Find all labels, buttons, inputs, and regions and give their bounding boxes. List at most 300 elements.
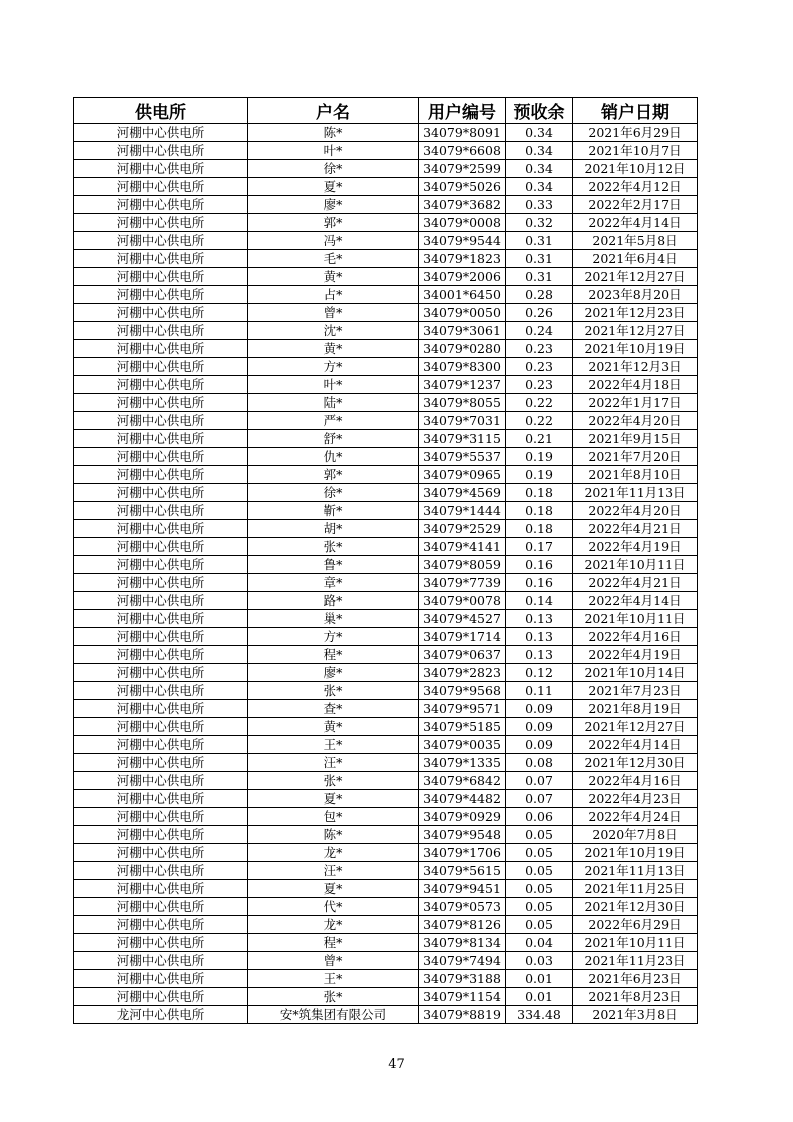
cell-account-name: 章* (248, 574, 419, 592)
table-row (74, 952, 698, 970)
table-row (74, 718, 698, 736)
cell-supply-station: 河棚中心供电所 (74, 970, 248, 988)
cell-closure-date: 2021年6月23日 (573, 970, 698, 988)
cell-supply-station: 河棚中心供电所 (74, 502, 248, 520)
cell-supply-station: 河棚中心供电所 (74, 772, 248, 790)
cell-account-name: 叶* (248, 376, 419, 394)
cell-user-number: 34079*9451 (419, 880, 506, 898)
cell-supply-station: 河棚中心供电所 (74, 862, 248, 880)
cell-account-name: 黄* (248, 268, 419, 286)
cell-closure-date: 2021年3月8日 (573, 1006, 698, 1024)
cell-user-number: 34079*4569 (419, 484, 506, 502)
cell-account-name: 黄* (248, 340, 419, 358)
header-user-number: 用户编号 (419, 98, 506, 124)
cell-account-name: 汪* (248, 862, 419, 880)
cell-account-name: 张* (248, 772, 419, 790)
table-row (74, 376, 698, 394)
cell-prepaid-balance: 0.34 (506, 142, 573, 160)
cell-prepaid-balance: 0.19 (506, 448, 573, 466)
table-row (74, 790, 698, 808)
cell-supply-station: 河棚中心供电所 (74, 340, 248, 358)
table-row (74, 754, 698, 772)
table-row (74, 664, 698, 682)
cell-user-number: 34079*0637 (419, 646, 506, 664)
table-row (74, 412, 698, 430)
cell-account-name: 龙* (248, 844, 419, 862)
cell-prepaid-balance: 0.09 (506, 718, 573, 736)
cell-account-name: 张* (248, 988, 419, 1006)
cell-prepaid-balance: 0.23 (506, 340, 573, 358)
table-row (74, 304, 698, 322)
cell-closure-date: 2022年4月23日 (573, 790, 698, 808)
table-row (74, 520, 698, 538)
cell-supply-station: 河棚中心供电所 (74, 556, 248, 574)
cell-account-name: 鲁* (248, 556, 419, 574)
table-row (74, 430, 698, 448)
table-row (74, 862, 698, 880)
cell-user-number: 34079*2599 (419, 160, 506, 178)
table-row (74, 538, 698, 556)
cell-user-number: 34079*9544 (419, 232, 506, 250)
cell-prepaid-balance: 0.12 (506, 664, 573, 682)
cell-prepaid-balance: 0.34 (506, 124, 573, 142)
cell-supply-station: 河棚中心供电所 (74, 232, 248, 250)
table-row (74, 682, 698, 700)
cell-supply-station: 河棚中心供电所 (74, 124, 248, 142)
cell-user-number: 34079*7494 (419, 952, 506, 970)
cell-supply-station: 河棚中心供电所 (74, 880, 248, 898)
cell-prepaid-balance: 0.06 (506, 808, 573, 826)
cell-closure-date: 2022年4月21日 (573, 520, 698, 538)
cell-closure-date: 2021年10月11日 (573, 556, 698, 574)
table-row (74, 826, 698, 844)
cell-prepaid-balance: 0.28 (506, 286, 573, 304)
cell-supply-station: 河棚中心供电所 (74, 610, 248, 628)
cell-account-name: 占* (248, 286, 419, 304)
cell-closure-date: 2022年4月19日 (573, 646, 698, 664)
cell-prepaid-balance: 0.31 (506, 268, 573, 286)
cell-supply-station: 河棚中心供电所 (74, 358, 248, 376)
cell-prepaid-balance: 334.48 (506, 1006, 573, 1024)
table-header-row (74, 98, 698, 124)
cell-closure-date: 2022年4月21日 (573, 574, 698, 592)
cell-supply-station: 河棚中心供电所 (74, 394, 248, 412)
cell-user-number: 34079*2823 (419, 664, 506, 682)
table-row (74, 178, 698, 196)
cell-supply-station: 河棚中心供电所 (74, 664, 248, 682)
table-row (74, 988, 698, 1006)
cell-closure-date: 2021年10月14日 (573, 664, 698, 682)
table-row (74, 268, 698, 286)
table-row (74, 736, 698, 754)
cell-closure-date: 2021年12月27日 (573, 322, 698, 340)
cell-closure-date: 2021年10月19日 (573, 340, 698, 358)
table-row (74, 466, 698, 484)
cell-supply-station: 河棚中心供电所 (74, 754, 248, 772)
table-row (74, 232, 698, 250)
cell-account-name: 张* (248, 682, 419, 700)
cell-closure-date: 2021年10月11日 (573, 934, 698, 952)
cell-prepaid-balance: 0.34 (506, 178, 573, 196)
table-row (74, 142, 698, 160)
cell-supply-station: 河棚中心供电所 (74, 322, 248, 340)
cell-closure-date: 2022年1月17日 (573, 394, 698, 412)
cell-closure-date: 2021年11月13日 (573, 862, 698, 880)
table-row (74, 196, 698, 214)
cell-supply-station: 河棚中心供电所 (74, 916, 248, 934)
cell-account-name: 毛* (248, 250, 419, 268)
cell-closure-date: 2021年7月20日 (573, 448, 698, 466)
cell-prepaid-balance: 0.23 (506, 376, 573, 394)
cell-user-number: 34079*1237 (419, 376, 506, 394)
cell-prepaid-balance: 0.33 (506, 196, 573, 214)
cell-user-number: 34079*1823 (419, 250, 506, 268)
cell-account-name: 查* (248, 700, 419, 718)
table-row (74, 934, 698, 952)
cell-account-name: 夏* (248, 178, 419, 196)
cell-closure-date: 2022年4月18日 (573, 376, 698, 394)
cell-closure-date: 2022年4月20日 (573, 502, 698, 520)
cell-prepaid-balance: 0.08 (506, 754, 573, 772)
cell-user-number: 34079*1154 (419, 988, 506, 1006)
cell-user-number: 34079*8819 (419, 1006, 506, 1024)
cell-account-name: 夏* (248, 790, 419, 808)
cell-closure-date: 2021年8月19日 (573, 700, 698, 718)
cell-account-name: 陈* (248, 826, 419, 844)
cell-account-name: 张* (248, 538, 419, 556)
cell-account-name: 王* (248, 970, 419, 988)
cell-prepaid-balance: 0.31 (506, 250, 573, 268)
cell-supply-station: 河棚中心供电所 (74, 250, 248, 268)
cell-prepaid-balance: 0.03 (506, 952, 573, 970)
cell-user-number: 34079*8134 (419, 934, 506, 952)
cell-supply-station: 河棚中心供电所 (74, 484, 248, 502)
cell-account-name: 靳* (248, 502, 419, 520)
cell-prepaid-balance: 0.07 (506, 790, 573, 808)
cell-user-number: 34079*1335 (419, 754, 506, 772)
cell-prepaid-balance: 0.05 (506, 916, 573, 934)
cell-supply-station: 河棚中心供电所 (74, 520, 248, 538)
cell-prepaid-balance: 0.13 (506, 646, 573, 664)
cell-supply-station: 河棚中心供电所 (74, 412, 248, 430)
cell-account-name: 陈* (248, 124, 419, 142)
cell-supply-station: 河棚中心供电所 (74, 142, 248, 160)
table-row (74, 592, 698, 610)
cell-prepaid-balance: 0.05 (506, 862, 573, 880)
cell-closure-date: 2022年2月17日 (573, 196, 698, 214)
cell-prepaid-balance: 0.34 (506, 160, 573, 178)
cell-closure-date: 2022年4月16日 (573, 628, 698, 646)
cell-account-name: 冯* (248, 232, 419, 250)
cell-account-name: 严* (248, 412, 419, 430)
cell-closure-date: 2020年7月8日 (573, 826, 698, 844)
header-account-name: 户名 (248, 98, 419, 124)
header-prepaid-balance: 预收余 (506, 98, 573, 124)
table-row (74, 772, 698, 790)
cell-user-number: 34079*3188 (419, 970, 506, 988)
cell-closure-date: 2021年8月10日 (573, 466, 698, 484)
cell-account-name: 程* (248, 646, 419, 664)
cell-supply-station: 河棚中心供电所 (74, 178, 248, 196)
cell-closure-date: 2021年6月4日 (573, 250, 698, 268)
cell-prepaid-balance: 0.22 (506, 412, 573, 430)
cell-prepaid-balance: 0.26 (506, 304, 573, 322)
cell-user-number: 34079*0965 (419, 466, 506, 484)
cell-user-number: 34079*8300 (419, 358, 506, 376)
cell-account-name: 胡* (248, 520, 419, 538)
cell-prepaid-balance: 0.11 (506, 682, 573, 700)
table-row (74, 898, 698, 916)
cell-prepaid-balance: 0.01 (506, 970, 573, 988)
table-row (74, 448, 698, 466)
cell-user-number: 34079*0008 (419, 214, 506, 232)
cell-supply-station: 河棚中心供电所 (74, 430, 248, 448)
cell-closure-date: 2021年12月3日 (573, 358, 698, 376)
cell-supply-station: 河棚中心供电所 (74, 628, 248, 646)
cell-user-number: 34079*0929 (419, 808, 506, 826)
cell-closure-date: 2021年10月12日 (573, 160, 698, 178)
cell-supply-station: 河棚中心供电所 (74, 718, 248, 736)
cell-account-name: 黄* (248, 718, 419, 736)
table-row (74, 484, 698, 502)
cell-user-number: 34079*4482 (419, 790, 506, 808)
cell-closure-date: 2022年4月20日 (573, 412, 698, 430)
cell-user-number: 34079*3115 (419, 430, 506, 448)
cell-user-number: 34079*6842 (419, 772, 506, 790)
cell-user-number: 34079*0280 (419, 340, 506, 358)
cell-user-number: 34079*9571 (419, 700, 506, 718)
table-row (74, 250, 698, 268)
cell-closure-date: 2022年4月24日 (573, 808, 698, 826)
cell-account-name: 曾* (248, 952, 419, 970)
cell-user-number: 34079*5615 (419, 862, 506, 880)
table-row (74, 610, 698, 628)
cell-prepaid-balance: 0.17 (506, 538, 573, 556)
cell-closure-date: 2021年10月19日 (573, 844, 698, 862)
cell-supply-station: 河棚中心供电所 (74, 646, 248, 664)
cell-closure-date: 2021年12月30日 (573, 898, 698, 916)
table-row (74, 646, 698, 664)
header-supply-station: 供电所 (74, 98, 248, 124)
table-row (74, 340, 698, 358)
cell-supply-station: 河棚中心供电所 (74, 844, 248, 862)
cell-closure-date: 2021年12月27日 (573, 718, 698, 736)
cell-closure-date: 2021年11月25日 (573, 880, 698, 898)
cell-closure-date: 2021年11月23日 (573, 952, 698, 970)
table-row (74, 124, 698, 142)
cell-prepaid-balance: 0.32 (506, 214, 573, 232)
cell-supply-station: 河棚中心供电所 (74, 376, 248, 394)
cell-account-name: 郭* (248, 466, 419, 484)
cell-user-number: 34079*6608 (419, 142, 506, 160)
cell-account-name: 王* (248, 736, 419, 754)
table-row (74, 916, 698, 934)
cell-closure-date: 2021年8月23日 (573, 988, 698, 1006)
cell-closure-date: 2021年9月15日 (573, 430, 698, 448)
cell-supply-station: 河棚中心供电所 (74, 682, 248, 700)
cell-user-number: 34079*0573 (419, 898, 506, 916)
cell-account-name: 廖* (248, 664, 419, 682)
table-row (74, 880, 698, 898)
cell-account-name: 方* (248, 358, 419, 376)
cell-supply-station: 河棚中心供电所 (74, 736, 248, 754)
cell-user-number: 34079*1714 (419, 628, 506, 646)
table-row (74, 574, 698, 592)
cell-account-name: 徐* (248, 160, 419, 178)
cell-account-name: 程* (248, 934, 419, 952)
cell-account-name: 舒* (248, 430, 419, 448)
cell-supply-station: 河棚中心供电所 (74, 196, 248, 214)
cell-account-name: 郭* (248, 214, 419, 232)
cell-closure-date: 2022年4月16日 (573, 772, 698, 790)
cell-user-number: 34079*3682 (419, 196, 506, 214)
cell-user-number: 34079*1706 (419, 844, 506, 862)
table-row (74, 844, 698, 862)
cell-user-number: 34079*4141 (419, 538, 506, 556)
cell-supply-station: 河棚中心供电所 (74, 448, 248, 466)
cell-closure-date: 2021年12月23日 (573, 304, 698, 322)
cell-closure-date: 2021年10月11日 (573, 610, 698, 628)
table-row (74, 700, 698, 718)
cell-user-number: 34079*7739 (419, 574, 506, 592)
cell-supply-station: 河棚中心供电所 (74, 214, 248, 232)
cell-prepaid-balance: 0.05 (506, 880, 573, 898)
cell-user-number: 34079*8091 (419, 124, 506, 142)
cell-user-number: 34079*0035 (419, 736, 506, 754)
cell-supply-station: 河棚中心供电所 (74, 826, 248, 844)
cell-prepaid-balance: 0.19 (506, 466, 573, 484)
cell-user-number: 34079*5026 (419, 178, 506, 196)
cell-closure-date: 2022年4月14日 (573, 214, 698, 232)
cell-prepaid-balance: 0.01 (506, 988, 573, 1006)
cell-user-number: 34079*5537 (419, 448, 506, 466)
cell-supply-station: 河棚中心供电所 (74, 268, 248, 286)
cell-closure-date: 2021年12月27日 (573, 268, 698, 286)
table-row (74, 160, 698, 178)
cell-supply-station: 河棚中心供电所 (74, 574, 248, 592)
cell-prepaid-balance: 0.14 (506, 592, 573, 610)
cell-account-name: 曾* (248, 304, 419, 322)
cell-supply-station: 河棚中心供电所 (74, 466, 248, 484)
cell-account-name: 路* (248, 592, 419, 610)
cell-closure-date: 2021年6月29日 (573, 124, 698, 142)
cell-prepaid-balance: 0.04 (506, 934, 573, 952)
cell-closure-date: 2021年11月13日 (573, 484, 698, 502)
cell-user-number: 34079*8126 (419, 916, 506, 934)
cell-prepaid-balance: 0.18 (506, 520, 573, 538)
cell-prepaid-balance: 0.23 (506, 358, 573, 376)
cell-prepaid-balance: 0.22 (506, 394, 573, 412)
cell-closure-date: 2021年7月23日 (573, 682, 698, 700)
cell-account-name: 仇* (248, 448, 419, 466)
cell-user-number: 34079*8059 (419, 556, 506, 574)
cell-supply-station: 河棚中心供电所 (74, 988, 248, 1006)
cell-prepaid-balance: 0.24 (506, 322, 573, 340)
table-row (74, 286, 698, 304)
cell-closure-date: 2022年4月14日 (573, 736, 698, 754)
cell-prepaid-balance: 0.13 (506, 610, 573, 628)
cell-account-name: 代* (248, 898, 419, 916)
cell-supply-station: 河棚中心供电所 (74, 934, 248, 952)
table-row (74, 502, 698, 520)
table-row (74, 214, 698, 232)
page-number: 47 (388, 1057, 405, 1072)
cell-account-name: 巢* (248, 610, 419, 628)
cell-account-name: 龙* (248, 916, 419, 934)
cell-supply-station: 河棚中心供电所 (74, 538, 248, 556)
cell-prepaid-balance: 0.05 (506, 898, 573, 916)
cell-account-name: 安*筑集团有限公司 (248, 1006, 419, 1024)
cell-supply-station: 河棚中心供电所 (74, 790, 248, 808)
cell-supply-station: 河棚中心供电所 (74, 286, 248, 304)
cell-prepaid-balance: 0.07 (506, 772, 573, 790)
cell-account-name: 包* (248, 808, 419, 826)
cell-user-number: 34079*4527 (419, 610, 506, 628)
cell-supply-station: 龙河中心供电所 (74, 1006, 248, 1024)
cell-closure-date: 2023年8月20日 (573, 286, 698, 304)
cell-supply-station: 河棚中心供电所 (74, 592, 248, 610)
cell-account-name: 廖* (248, 196, 419, 214)
cell-prepaid-balance: 0.16 (506, 556, 573, 574)
cell-prepaid-balance: 0.09 (506, 700, 573, 718)
cell-user-number: 34001*6450 (419, 286, 506, 304)
table-row (74, 628, 698, 646)
cell-prepaid-balance: 0.05 (506, 844, 573, 862)
cell-account-name: 夏* (248, 880, 419, 898)
cell-account-name: 汪* (248, 754, 419, 772)
cell-account-name: 沈* (248, 322, 419, 340)
cell-user-number: 34079*1444 (419, 502, 506, 520)
cell-closure-date: 2021年5月8日 (573, 232, 698, 250)
cell-user-number: 34079*0078 (419, 592, 506, 610)
cell-account-name: 方* (248, 628, 419, 646)
cell-prepaid-balance: 0.09 (506, 736, 573, 754)
table-body (74, 124, 698, 1024)
table-row (74, 556, 698, 574)
table-row (74, 394, 698, 412)
table-row (74, 808, 698, 826)
cell-closure-date: 2021年10月7日 (573, 142, 698, 160)
cell-closure-date: 2022年6月29日 (573, 916, 698, 934)
cell-supply-station: 河棚中心供电所 (74, 808, 248, 826)
cell-supply-station: 河棚中心供电所 (74, 160, 248, 178)
cell-supply-station: 河棚中心供电所 (74, 700, 248, 718)
cell-supply-station: 河棚中心供电所 (74, 952, 248, 970)
table-row (74, 322, 698, 340)
cell-closure-date: 2022年4月19日 (573, 538, 698, 556)
cell-supply-station: 河棚中心供电所 (74, 898, 248, 916)
cell-user-number: 34079*2529 (419, 520, 506, 538)
cell-user-number: 34079*2006 (419, 268, 506, 286)
cell-user-number: 34079*3061 (419, 322, 506, 340)
cell-user-number: 34079*9568 (419, 682, 506, 700)
account-closure-table (73, 97, 698, 1024)
cell-prepaid-balance: 0.21 (506, 430, 573, 448)
cell-user-number: 34079*9548 (419, 826, 506, 844)
cell-supply-station: 河棚中心供电所 (74, 304, 248, 322)
cell-account-name: 叶* (248, 142, 419, 160)
cell-account-name: 陆* (248, 394, 419, 412)
cell-prepaid-balance: 0.31 (506, 232, 573, 250)
cell-account-name: 徐* (248, 484, 419, 502)
cell-prepaid-balance: 0.16 (506, 574, 573, 592)
table-row (74, 358, 698, 376)
cell-closure-date: 2022年4月12日 (573, 178, 698, 196)
cell-closure-date: 2021年12月30日 (573, 754, 698, 772)
cell-closure-date: 2022年4月14日 (573, 592, 698, 610)
header-closure-date: 销户日期 (573, 98, 698, 124)
cell-prepaid-balance: 0.05 (506, 826, 573, 844)
